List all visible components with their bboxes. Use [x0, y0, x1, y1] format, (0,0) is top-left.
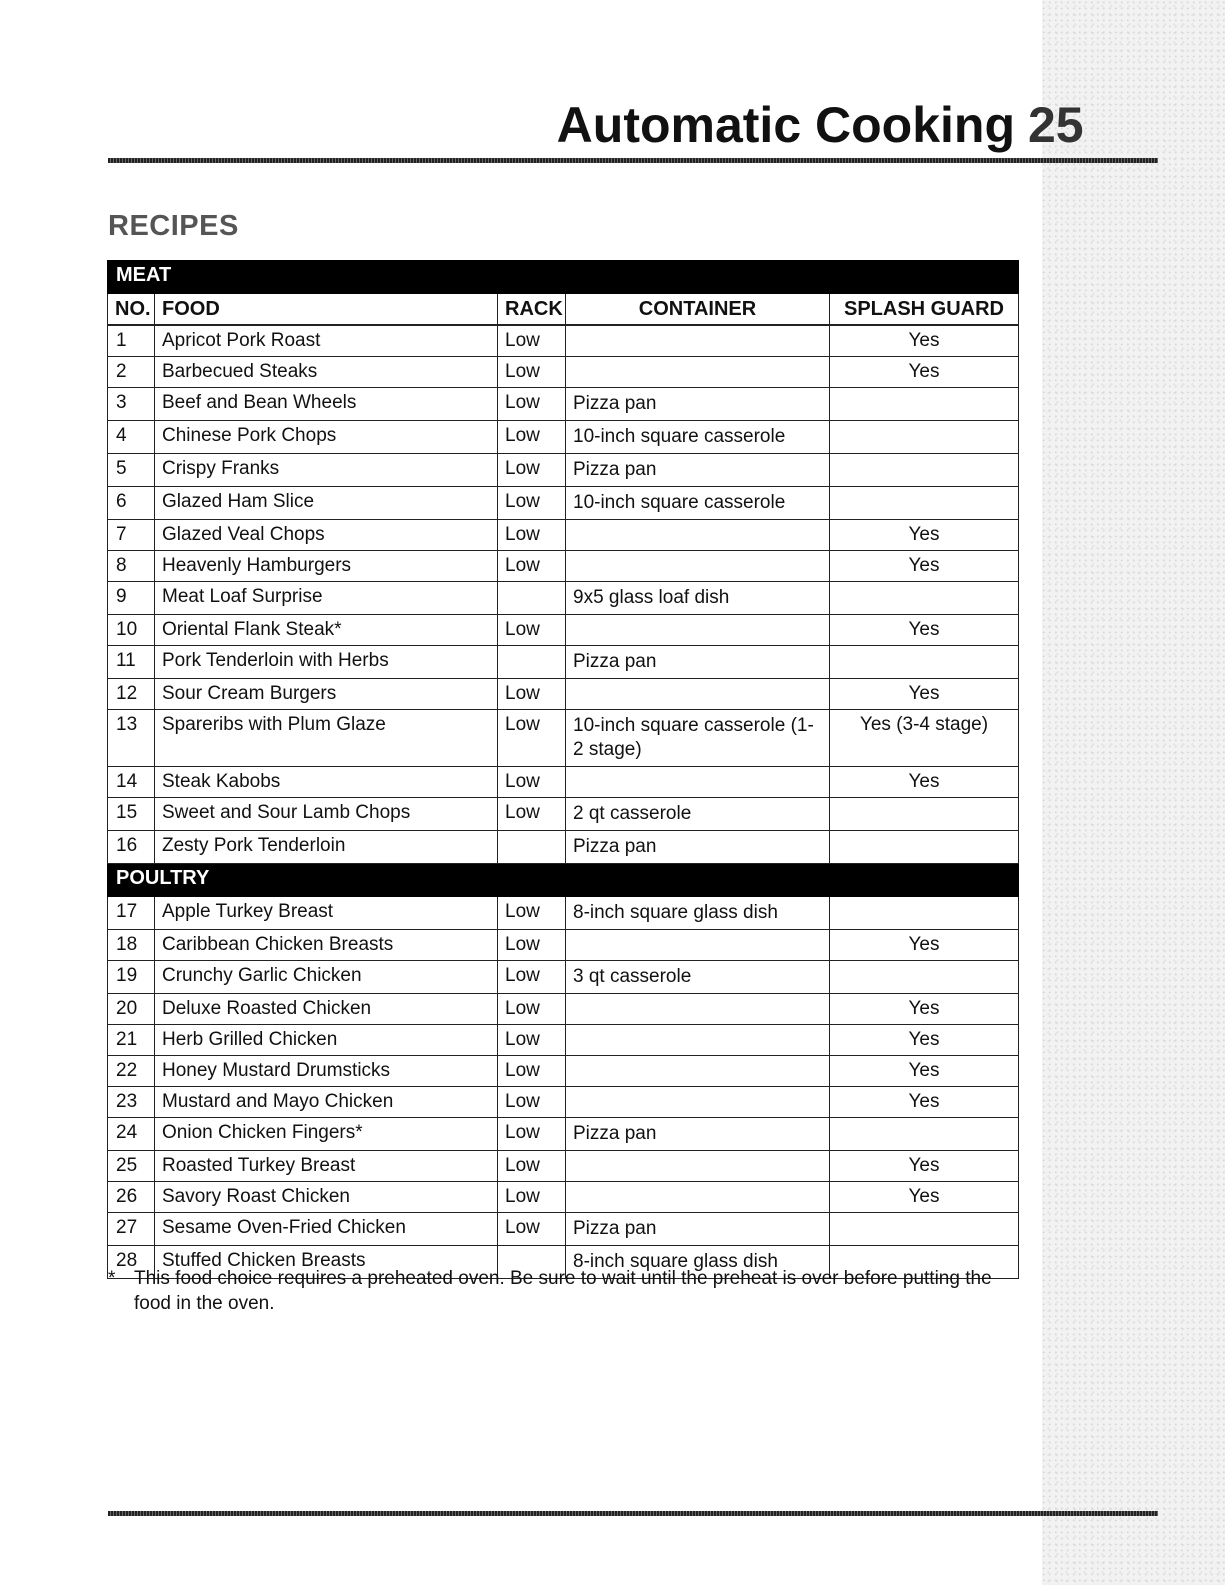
cell-no: 23 [108, 1087, 155, 1118]
cell-no: 6 [108, 487, 155, 520]
cell-splash-guard: Yes [830, 1056, 1019, 1087]
cell-container [566, 615, 830, 646]
cell-container [566, 1151, 830, 1182]
table-row [108, 1087, 1019, 1118]
table-row [108, 994, 1019, 1025]
cell-rack [498, 831, 566, 864]
cell-food: Barbecued Steaks [155, 357, 498, 388]
cell-food: Stuffed Chicken Breasts [155, 1246, 498, 1279]
category-label: MEAT [108, 261, 1019, 294]
cell-splash-guard [830, 897, 1019, 930]
column-header-no: NO. [108, 294, 155, 326]
cell-no: 1 [108, 325, 155, 357]
cell-no: 21 [108, 1025, 155, 1056]
cell-food: Beef and Bean Wheels [155, 388, 498, 421]
cell-container [566, 1025, 830, 1056]
table-row [108, 831, 1019, 864]
cell-rack: Low [498, 930, 566, 961]
column-header-food: FOOD [155, 294, 498, 326]
table-header-row [108, 294, 1019, 326]
cell-food: Steak Kabobs [155, 767, 498, 798]
table-row [108, 1151, 1019, 1182]
cell-food: Glazed Veal Chops [155, 520, 498, 551]
cell-no: 26 [108, 1182, 155, 1213]
cell-splash-guard: Yes [830, 1087, 1019, 1118]
recipes-table [107, 260, 1019, 1279]
table-row [108, 930, 1019, 961]
table-row [108, 520, 1019, 551]
category-row-meat [108, 261, 1019, 294]
cell-food: Deluxe Roasted Chicken [155, 994, 498, 1025]
cell-no: 22 [108, 1056, 155, 1087]
table-row [108, 1056, 1019, 1087]
cell-splash-guard [830, 421, 1019, 454]
cell-container [566, 325, 830, 357]
cell-no: 24 [108, 1118, 155, 1151]
cell-container: 10-inch square casserole (1-2 stage) [566, 710, 830, 767]
footnote-marker: * [108, 1268, 116, 1289]
table-row [108, 646, 1019, 679]
cell-splash-guard [830, 388, 1019, 421]
cell-splash-guard [830, 1118, 1019, 1151]
section-heading: RECIPES [108, 210, 239, 242]
cell-food: Sweet and Sour Lamb Chops [155, 798, 498, 831]
cell-splash-guard: Yes [830, 551, 1019, 582]
cell-container: 2 qt casserole [566, 798, 830, 831]
cell-rack [498, 582, 566, 615]
cell-food: Onion Chicken Fingers* [155, 1118, 498, 1151]
cell-no: 20 [108, 994, 155, 1025]
cell-food: Apple Turkey Breast [155, 897, 498, 930]
cell-splash-guard [830, 961, 1019, 994]
cell-container [566, 1056, 830, 1087]
table-row [108, 1182, 1019, 1213]
cell-container [566, 930, 830, 961]
cell-rack: Low [498, 961, 566, 994]
cell-splash-guard: Yes [830, 615, 1019, 646]
cell-no: 11 [108, 646, 155, 679]
cell-splash-guard [830, 487, 1019, 520]
table-row [108, 798, 1019, 831]
cell-rack: Low [498, 679, 566, 710]
cell-container: Pizza pan [566, 1118, 830, 1151]
cell-rack: Low [498, 1056, 566, 1087]
cell-container [566, 1182, 830, 1213]
cell-no: 8 [108, 551, 155, 582]
cell-container [566, 1087, 830, 1118]
cell-rack: Low [498, 1182, 566, 1213]
footnote [108, 1266, 1020, 1316]
cell-food: Crispy Franks [155, 454, 498, 487]
footer-rule [108, 1511, 1158, 1516]
cell-rack: Low [498, 325, 566, 357]
cell-no: 2 [108, 357, 155, 388]
cell-food: Apricot Pork Roast [155, 325, 498, 357]
cell-rack: Low [498, 454, 566, 487]
cell-rack: Low [498, 994, 566, 1025]
cell-no: 17 [108, 897, 155, 930]
cell-no: 9 [108, 582, 155, 615]
cell-food: Crunchy Garlic Chicken [155, 961, 498, 994]
cell-food: Mustard and Mayo Chicken [155, 1087, 498, 1118]
table-row [108, 767, 1019, 798]
cell-food: Meat Loaf Surprise [155, 582, 498, 615]
cell-container: Pizza pan [566, 831, 830, 864]
header-rule [108, 158, 1158, 163]
cell-container: Pizza pan [566, 454, 830, 487]
cell-food: Roasted Turkey Breast [155, 1151, 498, 1182]
cell-rack: Low [498, 388, 566, 421]
cell-rack: Low [498, 1025, 566, 1056]
cell-rack: Low [498, 897, 566, 930]
table-row [108, 1213, 1019, 1246]
table-row [108, 897, 1019, 930]
cell-container: 3 qt casserole [566, 961, 830, 994]
cell-container: Pizza pan [566, 1213, 830, 1246]
table-row [108, 961, 1019, 994]
cell-container [566, 551, 830, 582]
cell-rack: Low [498, 1087, 566, 1118]
table-row [108, 454, 1019, 487]
cell-splash-guard: Yes [830, 679, 1019, 710]
category-row-poultry [108, 864, 1019, 897]
cell-container [566, 357, 830, 388]
cell-splash-guard: Yes [830, 520, 1019, 551]
column-header-splash-guard: SPLASH GUARD [830, 294, 1019, 326]
cell-no: 14 [108, 767, 155, 798]
cell-rack: Low [498, 520, 566, 551]
cell-rack: Low [498, 767, 566, 798]
cell-no: 10 [108, 615, 155, 646]
cell-container [566, 994, 830, 1025]
cell-splash-guard: Yes [830, 325, 1019, 357]
cell-container [566, 679, 830, 710]
cell-food: Oriental Flank Steak* [155, 615, 498, 646]
cell-no: 16 [108, 831, 155, 864]
cell-splash-guard [830, 646, 1019, 679]
cell-rack: Low [498, 551, 566, 582]
cell-splash-guard: Yes [830, 930, 1019, 961]
cell-splash-guard [830, 582, 1019, 615]
cell-no: 4 [108, 421, 155, 454]
table-row [108, 1118, 1019, 1151]
cell-splash-guard: Yes [830, 767, 1019, 798]
cell-container: 10-inch square casserole [566, 421, 830, 454]
cell-rack: Low [498, 421, 566, 454]
cell-no: 27 [108, 1213, 155, 1246]
cell-splash-guard [830, 1213, 1019, 1246]
cell-splash-guard: Yes (3-4 stage) [830, 710, 1019, 767]
table-row [108, 325, 1019, 357]
cell-rack: Low [498, 615, 566, 646]
cell-rack: Low [498, 357, 566, 388]
table-row [108, 357, 1019, 388]
cell-food: Sour Cream Burgers [155, 679, 498, 710]
cell-container [566, 767, 830, 798]
cell-food: Caribbean Chicken Breasts [155, 930, 498, 961]
cell-no: 18 [108, 930, 155, 961]
side-margin-texture [1042, 0, 1225, 1585]
cell-food: Chinese Pork Chops [155, 421, 498, 454]
cell-container: 8-inch square glass dish [566, 1246, 830, 1279]
cell-rack [498, 646, 566, 679]
cell-food: Heavenly Hamburgers [155, 551, 498, 582]
cell-no: 13 [108, 710, 155, 767]
cell-no: 28 [108, 1246, 155, 1279]
table-row [108, 679, 1019, 710]
cell-food: Honey Mustard Drumsticks [155, 1056, 498, 1087]
table-row [108, 388, 1019, 421]
cell-no: 3 [108, 388, 155, 421]
cell-food: Spareribs with Plum Glaze [155, 710, 498, 767]
column-header-rack: RACK [498, 294, 566, 326]
cell-no: 15 [108, 798, 155, 831]
cell-rack: Low [498, 1213, 566, 1246]
table-row [108, 421, 1019, 454]
cell-container [566, 520, 830, 551]
category-label: POULTRY [108, 864, 1019, 897]
cell-rack: Low [498, 798, 566, 831]
table-row [108, 487, 1019, 520]
cell-food: Sesame Oven-Fried Chicken [155, 1213, 498, 1246]
cell-food: Herb Grilled Chicken [155, 1025, 498, 1056]
footnote-text: This food choice requires a preheated oven. Be sure to wait until the preheat is over before putting the food in the oven. [134, 1268, 992, 1314]
cell-no: 25 [108, 1151, 155, 1182]
table-row [108, 582, 1019, 615]
cell-splash-guard: Yes [830, 1151, 1019, 1182]
cell-container: Pizza pan [566, 646, 830, 679]
cell-container: 10-inch square casserole [566, 487, 830, 520]
cell-rack: Low [498, 487, 566, 520]
table-row [108, 551, 1019, 582]
table-row [108, 615, 1019, 646]
cell-container: Pizza pan [566, 388, 830, 421]
cell-rack: Low [498, 1118, 566, 1151]
cell-food: Savory Roast Chicken [155, 1182, 498, 1213]
page-number: 25 [1028, 97, 1084, 153]
cell-splash-guard: Yes [830, 994, 1019, 1025]
table-row [108, 1025, 1019, 1056]
cell-splash-guard [830, 454, 1019, 487]
cell-rack: Low [498, 710, 566, 767]
cell-splash-guard [830, 831, 1019, 864]
cell-food: Glazed Ham Slice [155, 487, 498, 520]
column-header-container: CONTAINER [566, 294, 830, 326]
cell-container: 8-inch square glass dish [566, 897, 830, 930]
cell-splash-guard [830, 798, 1019, 831]
cell-rack: Low [498, 1151, 566, 1182]
cell-splash-guard: Yes [830, 1182, 1019, 1213]
page-title: Automatic Cooking [556, 97, 1015, 153]
cell-no: 7 [108, 520, 155, 551]
cell-splash-guard: Yes [830, 1025, 1019, 1056]
table-row [108, 710, 1019, 767]
cell-no: 12 [108, 679, 155, 710]
cell-splash-guard: Yes [830, 357, 1019, 388]
cell-no: 5 [108, 454, 155, 487]
cell-no: 19 [108, 961, 155, 994]
cell-food: Zesty Pork Tenderloin [155, 831, 498, 864]
cell-container: 9x5 glass loaf dish [566, 582, 830, 615]
cell-food: Pork Tenderloin with Herbs [155, 646, 498, 679]
